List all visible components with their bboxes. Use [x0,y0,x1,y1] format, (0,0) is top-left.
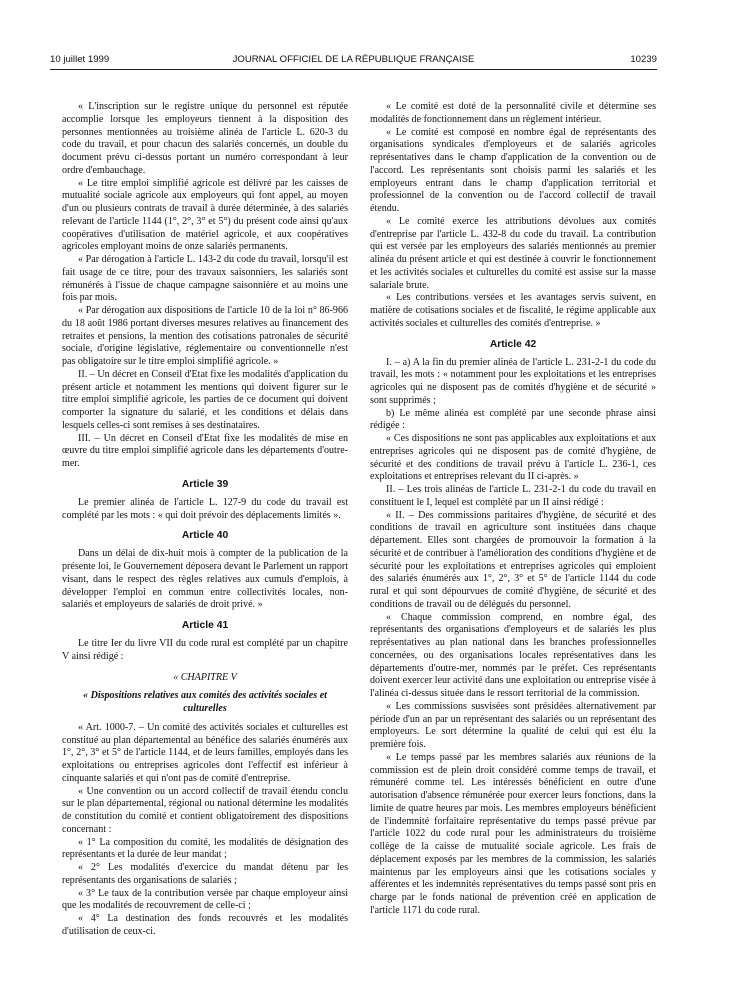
paragraph: « 2° Les modalités d'exercice du mandat détenu par les représentants des organisations de salariés ; [62,862,348,886]
paragraph: « 3° Le taux de la contribution versée par chaque employeur ainsi que les modalités de recouvrement de celle-ci ; [62,887,348,912]
paragraph: « Chaque commission comprend, en nombre égal, des représentants des organisations d'employeurs et de salariés les plus représentatives au plan national dans les branches professionnelles concernées, ou des organisations locales représentatives dans les départements d'outre-mer, nommés par le préfet. Ces représentants doivent exercer leur activité dans une exploitation ou entreprise visée à l'alinéa ci-dessus située dans le ressort territorial de la commission. [370,611,656,699]
paragraph: « 4° La destination des fonds recouvrés et les modalités d'utilisation de ceux-ci. [62,913,348,937]
paragraph: Le titre Ier du livre VII du code rural est complété par un chapitre V ainsi rédigé : [62,638,348,662]
paragraph: « Les commissions susvisées sont présidées alternativement par période d'un an par un représentant des salariés ou un représentant des employeurs. Le sort détermine la qualité de celui qui est élu la première fois. [370,700,656,750]
paragraph: « 1° La composition du comité, les modalités de désignation des représentants et la durée de leur mandat ; [62,836,348,861]
paragraph: II. – Un décret en Conseil d'Etat fixe les modalités d'application du présent article et notamment les mentions qui doivent figurer sur le titre emploi simplifié agricole, les parties de ce document qui doivent comporter la signature du salarié, et les conditions et délais dans lesquels celles-ci sont remises à ses destinataires. [62,368,348,431]
header-rule [50,69,657,70]
paragraph: « Le comité est composé en nombre égal de représentants des organisations syndicales d'employeurs et de salariés agricoles représentatives dans le champ d'application de la convention ou de l'accord. Les représentants sont choisis parmi les salariés et les employeurs entrant dans le champ d'application territorial et professionnel de la convention ou de l'accord collectif de travail étendu. [370,126,656,214]
paragraph: « II. – Des commissions paritaires d'hygiène, de sécurité et des conditions de travail en agriculture sont instituées dans chaque département. Elles sont chargées de promouvoir la formation à la sécurité et de contribuer à l'amélioration des conditions d'hygiène et de sécurité pour les exploitations et entreprises agricoles qui emploient des salariés énumérés aux 1°, 2°, 3° et 5° de l'article 1144 du code rural et qui sont dépourvues de comité d'hygiène, de sécurité et des conditions de travail ou de délégués du personnel. [370,509,656,610]
paragraph: « Art. 1000-7. – Un comité des activités sociales et culturelles est constitué au plan départemental au bénéfice des salariés énumérés aux 1°, 2°, 3° et 5° de l'article 1144, et de leurs familles, employés dans les exploitations ou entreprises agricoles dont l'effectif est inférieur à cinquante salariés et qui n'ont pas de comité d'entreprise. [62,721,348,784]
paragraph: « Les contributions versées et les avantages servis suivent, en matière de cotisations sociales et de fiscalité, le régime applicable aux activités sociales et culturelles des comités d'entreprise. » [370,292,656,329]
paragraph: II. – Les trois alinéas de l'article L. 231-2-1 du code du travail en constituent le I, lequel est complété par un II ainsi rédigé : [370,484,656,508]
header-date: 10 juillet 1999 [50,54,110,65]
chapter-label: « CHAPITRE V [173,671,237,683]
article-heading: Article 42 [489,338,537,350]
right-column [370,101,656,918]
header-page-number: 10239 [630,54,657,65]
paragraph: « Une convention ou un accord collectif de travail étendu conclu sur le plan départemental, régional ou national détermine les modalités de constitution du comité et contient obligatoirement des dispositions concernant : [62,785,348,835]
article-heading: Article 39 [181,478,229,490]
article-heading: Article 40 [181,530,229,542]
paragraph: Dans un délai de dix-huit mois à compter de la publication de la présente loi, le Gouvernement déposera devant le Parlement un rapport visant, dans le respect des règles relatives aux cumuls d'emplois, à développer l'emploi en commun entre collectivités locales, non-salariés et employeurs de salariés de droit privé. » [62,548,348,611]
paragraph: « Le titre emploi simplifié agricole est délivré par les caisses de mutualité sociale agricole aux employeurs qui font appel, au moyen d'un ou plusieurs contrats de travail à durée déterminée, à des salariés relevant de l'article 1144 (1°, 2°, 3° et 5°) du présent code ainsi qu'aux coopératives d'utilisation de matériel agricole, et aux coopératives agricoles employant moins de onze salariés permanents. [62,177,348,253]
page-header [50,54,657,68]
paragraph: « Le comité exerce les attributions dévolues aux comités d'entreprise par l'article L. 432-8 du code du travail. La contribution qui est versée par les employeurs des salariés mentionnés au premier alinéa du présent article et qui est destinée à couvrir le fonctionnement et les activités sociales et culturelles du comité est assise sur la masse salariale brute. [370,215,656,291]
paragraph: « Le comité est doté de la personnalité civile et détermine ses modalités de fonctionnement dans un règlement intérieur. [370,101,656,125]
paragraph: « L'inscription sur le registre unique du personnel est réputée accomplie lorsque les employeurs tiennent à la disposition des personnes mentionnées au troisième alinéa de l'article L. 620-3 du code du travail, et pour chacun des salariés concernés, un double du document prévu ci-dessus portant un numéro correspondant à leur ordre d'embauchage. [62,101,348,176]
paragraph: I. – a) A la fin du premier alinéa de l'article L. 231-2-1 du code du travail, les mots : « notamment pour les exploitations et les entreprises agricoles qui ne disposent pas de comités d'hygiène et de sécurité » sont supprimés ; [370,356,656,406]
left-column [62,101,348,939]
header-journal-title: JOURNAL OFFICIEL DE LA RÉPUBLIQUE FRANÇAISE [232,54,475,65]
article-heading: Article 41 [181,620,229,631]
paragraph: Le premier alinéa de l'article L. 127-9 du code du travail est complété par les mots : « qui doit prévoir des déplacements limités ». [62,496,348,521]
paragraph: « Par dérogation à l'article L. 143-2 du code du travail, lorsqu'il est fait usage de ce titre, pour des travaux saisonniers, les salariés sont rémunérés à l'issue de chaque campagne saisonnière et au moins une fois par mois. [62,254,348,304]
paragraph: « Ces dispositions ne sont pas applicables aux exploitations et aux entreprises agricoles qui ne disposent pas de comité d'hygiène, de sécurité et des conditions de travail prévu à l'article L. 236-1, ces exploitations et entreprises relevant du II ci-après. » [370,433,656,483]
paragraph: III. – Un décret en Conseil d'Etat fixe les modalités de mise en œuvre du titre emploi simplifié agricole dans les départements d'outre-mer. [62,432,348,469]
paragraph: « Le temps passé par les membres salariés aux réunions de la commission est de plein droit considéré comme temps de travail, et rémunéré comme tel. Les intéressés bénéficient en outre d'une autorisation d'absence rémunérée pour exercer leurs fonctions, dans la limite de quatre heures par mois. Les membres employeurs bénéficient de l'indemnité forfaitaire représentative du temps passé prévue par l'article 1022 du code rural pour les administrateurs du troisième collège de la caisse de mutualité sociale agricole. Les frais de déplacement exposés par les membres de la commission, les salariés maintenus par les employeurs ainsi que les cotisations sociales y afférentes et les indemnités représentatives du temps passé sont pris en charge par le fonds national de prévention créé en application de l'article 1171 du code rural. [370,751,656,916]
paragraph: « Par dérogation aux dispositions de l'article 10 de la loi n° 86-966 du 18 août 1986 portant diverses mesures relatives au financement des retraites et pensions, la mention des cotisations patronales de sécurité sociale, d'origine législative, réglementaire ou conventionnelle n'est pas obligatoire sur le titre emploi simplifié agricole. » [62,305,348,367]
chapter-title: « Dispositions relatives aux comités des activités sociales et culturelles [83,690,327,714]
paragraph: b) Le même alinéa est complété par une seconde phrase ainsi rédigée : [370,407,656,432]
